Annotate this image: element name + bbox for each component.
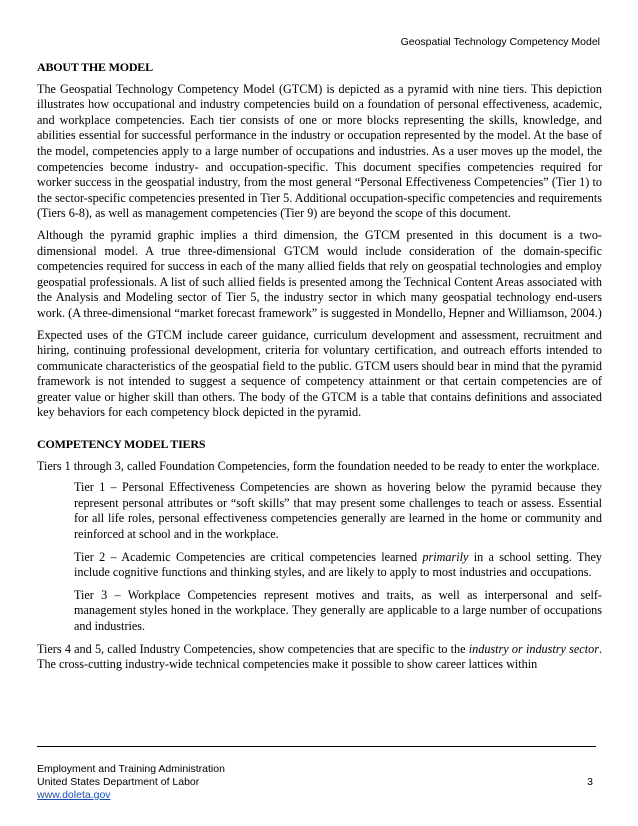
tiers-intro-paragraph: Tiers 1 through 3, called Foundation Competencies, form the foundation needed to be ready to enter the workplace. — [37, 458, 600, 473]
tier-2-text-start: Tier 2 – Academic Competencies are critical competencies learned — [74, 549, 423, 564]
footer-agency: Employment and Training Administration — [37, 763, 225, 775]
tier-2-text-end: in a school setting. They include cognitive functions and thinking styles, and are likely to apply to most industries and occupations. — [74, 549, 602, 580]
tiers-4-5-text-start: Tiers 4 and 5, called Industry Competencies, show competencies that are specific to the — [37, 641, 469, 656]
about-paragraph-2: Although the pyramid graphic implies a third dimension, the GTCM presented in this document is a two-dimensional model. A true three-dimensional GTCM would include consideration of the domain-specific competencies required for success in each of the many allied fields that rely on geospatial technologies and employ geospatial professionals. A list of such allied fields is presented among the Technical Content Areas associated with the Analysis and Modeling sector of Tier 5, the industry sector in which many geospatial technology end-users work. (A three-dimensional “market forecast framework” is suggested in Mondello, Hepner and Williamson, 2004.) — [37, 227, 602, 320]
page-number: 3 — [587, 776, 593, 788]
footer-divider — [37, 746, 596, 747]
tiers-4-5-paragraph — [37, 642, 602, 673]
tier-2-emphasis: primarily — [422, 549, 469, 564]
about-paragraph-3: Expected uses of the GTCM include career guidance, curriculum development and assessment, recruitment and hiring, continuing professional development, criteria for voluntary certification, and outreach efforts intended to communicate characteristics of the geospatial field to the public. GTCM users should bear in mind that the pyramid framework is not intended to suggest a sequence of competency attainment or that certain competencies are of greater value or higher skill than others. The body of the GTCM is a table that contains definitions and associated key behaviors for each competency block depicted in the pyramid. — [37, 327, 602, 420]
footer-department: United States Department of Labor — [37, 776, 200, 788]
tier-1-paragraph: Tier 1 – Personal Effectiveness Competencies are shown as hovering below the pyramid because they represent personal attributes or “soft skills” that may present some challenges to teach or assess. Essential for all life roles, personal effectiveness competencies generally are learned in the home or community and reinforced at school and in the workplace. — [74, 480, 602, 542]
section-heading-about: ABOUT THE MODEL — [37, 60, 153, 74]
document-body — [37, 60, 602, 679]
tier-3-paragraph: Tier 3 – Workplace Competencies represent motives and traits, as well as interpersonal and self-management styles honed in the workplace. They generally are applicable to a large number of occupations and industries. — [74, 587, 602, 633]
tier-2-paragraph — [74, 550, 602, 581]
tiers-4-5-emphasis: industry or industry sector — [468, 641, 599, 656]
footer-website-link[interactable]: www.doleta.gov — [37, 789, 111, 801]
about-paragraph-1: The Geospatial Technology Competency Model (GTCM) is depicted as a pyramid with nine tiers. This depiction illustrates how occupational and industry competencies build on a foundation of personal effectiveness, academic, and workplace competencies. Each tier consists of one or more blocks representing the skills, knowledge, and abilities essential for successful performance in the industry or occupation represented by the model. At the base of the model, competencies apply to a large number of occupations and industries. As a user moves up the model, the competencies become industry- and occupation-specific. This document specifies competencies required for worker success in the geospatial industry, from the most general “Personal Effectiveness Competencies” (Tier 1) to the sector-specific competencies presented in Tier 5. Additional occupation-specific competencies and requirements (Tiers 6-8), as well as management competencies (Tier 9) are beyond the scope of this document. — [37, 81, 602, 221]
section-heading-tiers: COMPETENCY MODEL TIERS — [37, 437, 206, 452]
page-footer — [37, 763, 596, 802]
running-header: Geospatial Technology Competency Model — [400, 36, 600, 48]
tiers-4-5-text-end: . The cross-cutting industry-wide technical competencies make it possible to show career lattices within — [37, 641, 602, 672]
section-spacer — [37, 427, 602, 437]
